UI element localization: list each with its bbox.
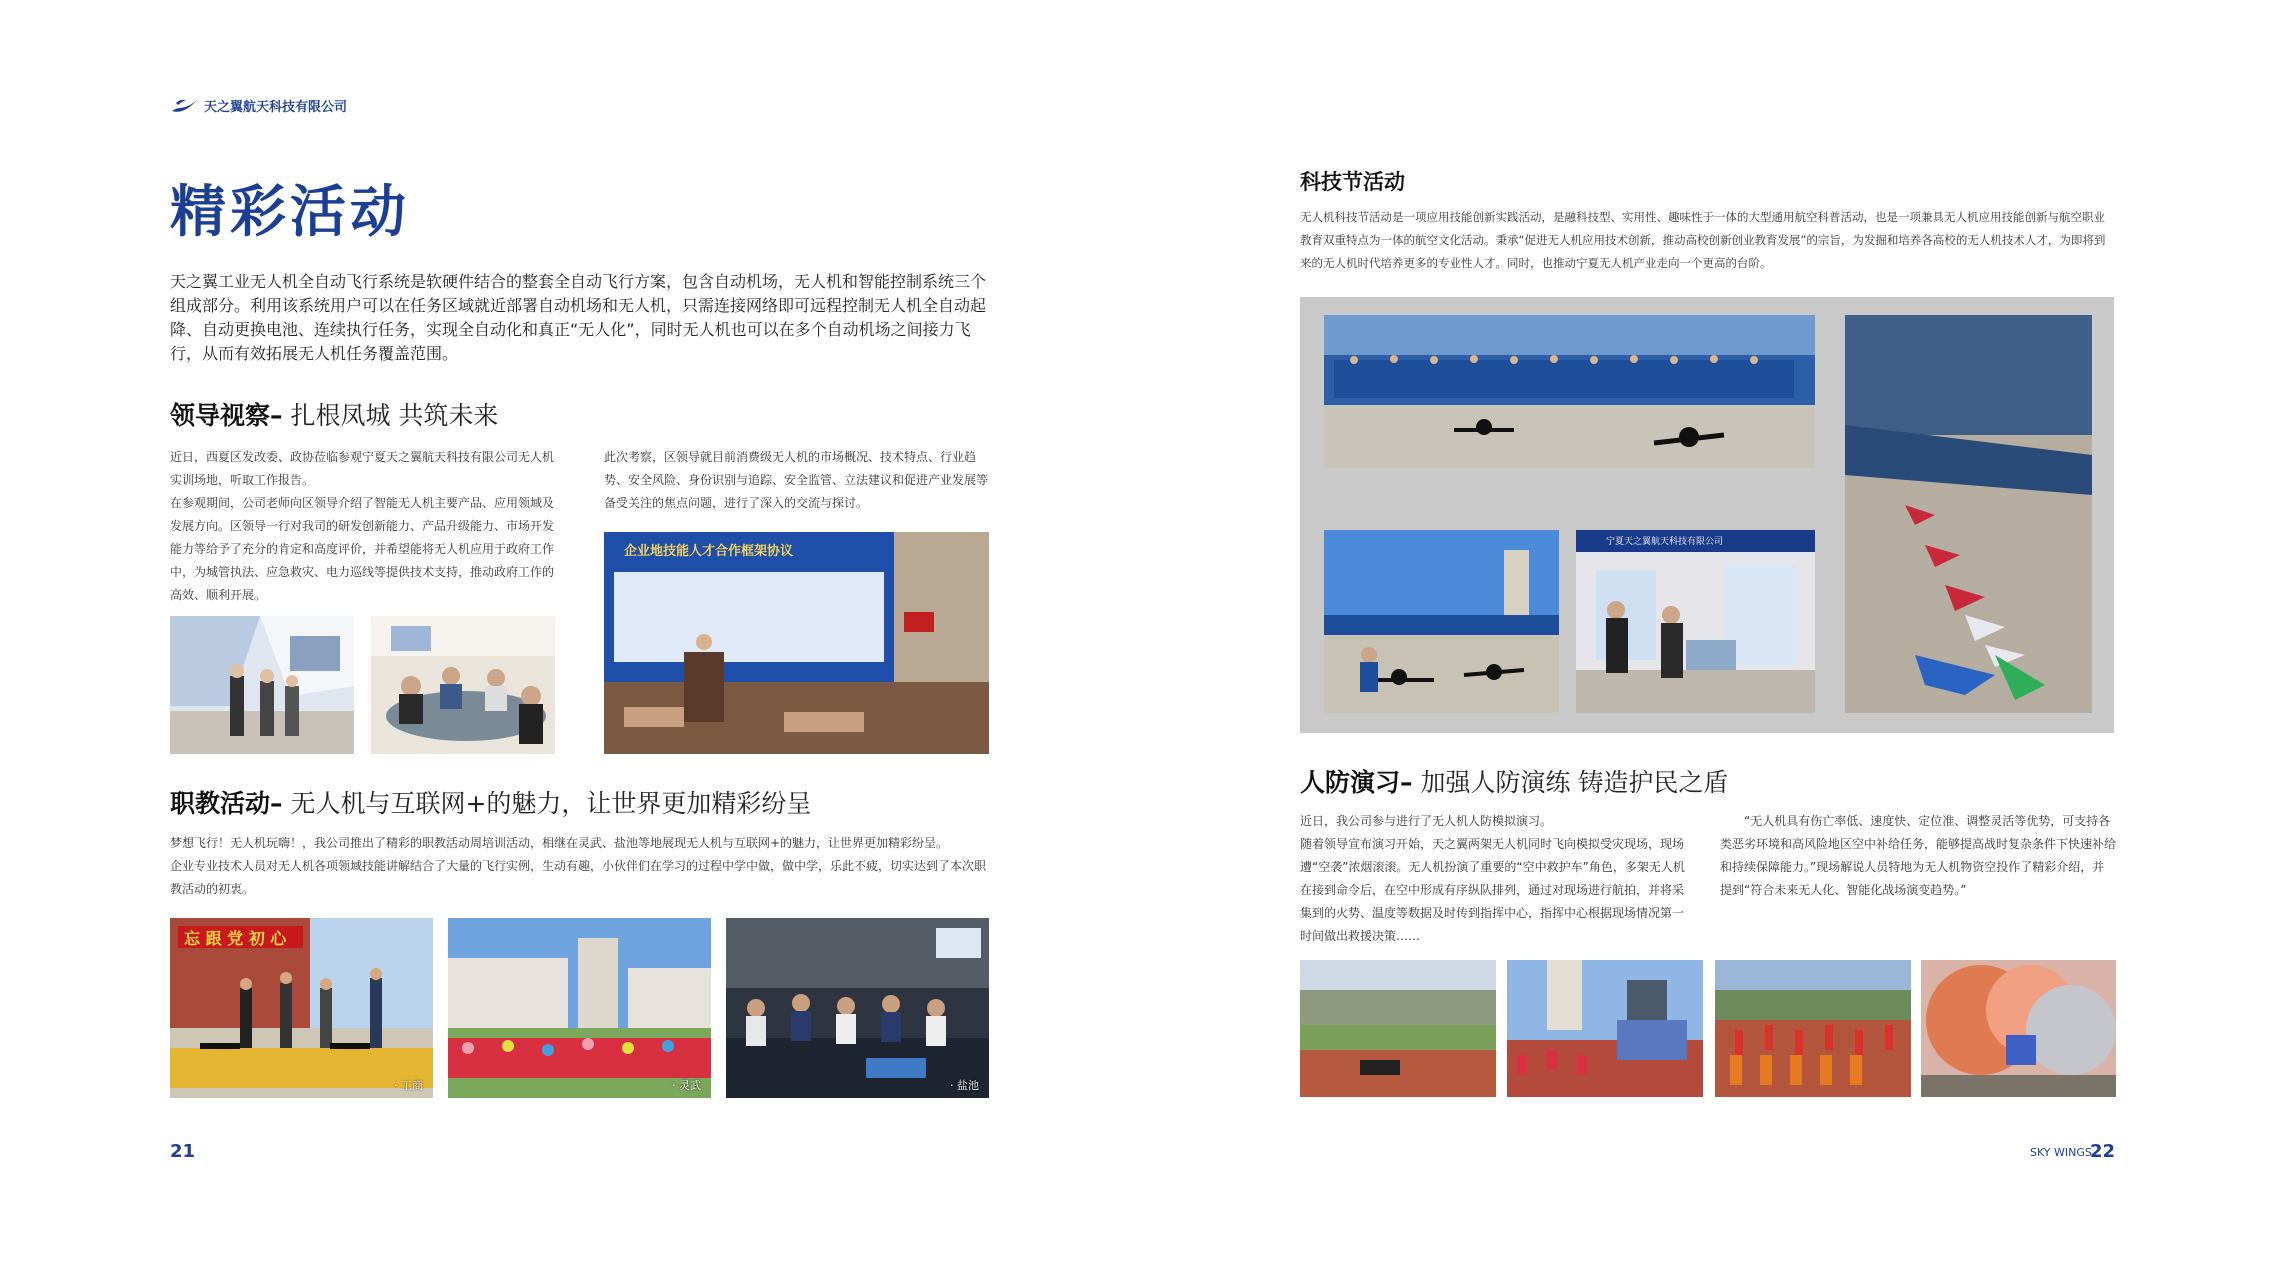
page-number-right: 22 — [2090, 1141, 2116, 1162]
section-title-text: 加强人防演练 铸造护民之盾 — [1412, 768, 1729, 797]
wing-logo-icon — [170, 97, 200, 115]
paragraph: 此次考察，区领导就目前消费级无人机的市场概况、技术特点、行业趋势、安全风险、身份识别与追踪、安全监管、立法建议和促进产业发展等备受关注的焦点问题，进行了深入的交流与探讨。 — [604, 450, 989, 510]
photo-signing-ceremony — [604, 532, 989, 754]
vocational-text — [170, 832, 990, 901]
section-title-text: 无人机与互联网+的魅力，让世界更加精彩纷呈 — [282, 789, 812, 818]
section-title-bold: 领导视察– — [170, 401, 283, 430]
photo-gongshang — [170, 918, 433, 1098]
paragraph: 近日，我公司参与进行了无人机人防模拟演习。 — [1300, 814, 1553, 828]
photo-yanchi — [726, 918, 989, 1098]
paragraph: 企业专业技术人员对无人机各项领域技能讲解结合了大量的飞行实例，生动有趣，小伙伴们在学习的过程中学中做，做中学，乐此不疲，切实达到了本次职教活动的初衷。 — [170, 859, 987, 896]
section-title-bold: 职教活动– — [170, 789, 283, 818]
photo-meeting-table — [371, 616, 555, 754]
company-logo — [170, 96, 347, 115]
photo-caption: · 工商 — [394, 1079, 423, 1092]
footer-brand: SKY WINGS — [2030, 1146, 2092, 1159]
photo-drill-3 — [1715, 960, 1911, 1097]
page-title: 精彩活动 — [170, 180, 410, 245]
photo-lingwu — [448, 918, 711, 1098]
page-number-left: 21 — [170, 1141, 196, 1162]
company-name: 天之翼航天科技有限公司 — [204, 100, 348, 115]
paragraph: 在参观期间，公司老师向区领导介绍了智能无人机主要产品、应用领域及发展方向。区领导一行对我司的研发创新能力、产品升级能力、市场开发能力等给予了充分的肯定和高度评价，并希望能将无人机应用于政府工作中，为城管执法、应急救灾、电力巡线等提供技术支持，推动政府工作的高效、顺利开展。 — [170, 496, 555, 602]
tech-festival-text: 无人机科技节活动是一项应用技能创新实践活动，是融科技型、实用性、趣味性于一体的大型通用航空科普活动，也是一项兼具无人机应用技能创新与航空职业教育双重特点为一体的航空文化活动。秉承“促进无人机应用技术创新，推动高校创新创业教育发展”的宗旨，为发掘和培养各高校的无人机技术人才，为即将到来的无人机时代培养更多的专业性人才。同时，也推动宁夏无人机产业走向一个更高的台阶。 — [1300, 210, 2106, 270]
intro-paragraph: 天之翼工业无人机全自动飞行系统是软硬件结合的整套全自动飞行方案，包含自动机场，无人机和智能控制系统三个组成部分。利用该系统用户可以在任务区域就近部署自动机场和无人机，只需连接网络即可远程控制无人机全自动起降、自动更换电池、连续执行任务，实现全自动化和真正“无人化”，同时无人机也可以在多个自动机场之间接力飞行，从而有效拓展无人机任务覆盖范围。 — [170, 272, 987, 363]
photo-model-planes — [1845, 315, 2092, 713]
booth-sign-text: 宁夏天之翼航天科技有限公司 — [1606, 537, 1724, 547]
photo-caption: · 盐池 — [950, 1079, 979, 1092]
banner-text: 企业地技能人才合作框架协议 — [624, 544, 794, 559]
paragraph: 梦想飞行！无人机玩嗨！，我公司推出了精彩的职教活动周培训活动，相继在灵武、盐池等地展现无人机与互联网+的魅力，让世界更加精彩纷呈。 — [170, 836, 949, 850]
photo-exhibition-booth — [1576, 530, 1815, 713]
photo-drone-display — [1324, 315, 1815, 468]
paragraph: 随着领导宣布演习开始，天之翼两架无人机同时飞向模拟受灾现场，现场遭“空袭”浓烟滚滚。无人机扮演了重要的“空中救护车”角色，多架无人机在接到命令后，在空中形成有序纵队排列，通过对现场进行航拍，并将采集到的火势、温度等数据及时传到指挥中心，指挥中心根据现场情况第一时间做出救援决策…… — [1300, 837, 1685, 943]
leadership-text-col2 — [604, 446, 990, 515]
photo-drill-2 — [1507, 960, 1703, 1097]
photo-office-visit — [170, 616, 354, 754]
civil-defense-text-col2 — [1720, 810, 2116, 902]
section-title-tech-festival: 科技节活动 — [1300, 170, 1405, 194]
section-title-vocational — [170, 784, 811, 820]
photo-drill-1 — [1300, 960, 1496, 1097]
leadership-text-col1 — [170, 446, 560, 607]
wall-sign-text: 忘 跟 党 初 心 — [184, 929, 287, 948]
paragraph: “无人机具有伤亡率低、速度快、定位准、调整灵活等优势，可支持各类恶劣环境和高风险地区空中补给任务，能够提高战时复杂条件下快速补给和持续保障能力。”现场解说人员特地为无人机物资空投作了精彩介绍，并提到“符合未来无人化、智能化战场演变趋势。” — [1720, 814, 2117, 897]
photo-drill-smoke — [1921, 960, 2116, 1097]
section-title-leadership — [170, 396, 498, 432]
photo-drones-field — [1324, 530, 1559, 713]
civil-defense-text-col1 — [1300, 810, 1694, 948]
photo-caption: · 灵武 — [672, 1079, 701, 1092]
section-title-text: 扎根凤城 共筑未来 — [282, 401, 499, 430]
section-title-civil-defense — [1300, 763, 1728, 799]
paragraph: 近日，西夏区发改委、政协莅临参观宁夏天之翼航天科技有限公司无人机实训场地，听取工作报告。 — [170, 450, 555, 487]
section-title-bold: 人防演习– — [1300, 768, 1413, 797]
